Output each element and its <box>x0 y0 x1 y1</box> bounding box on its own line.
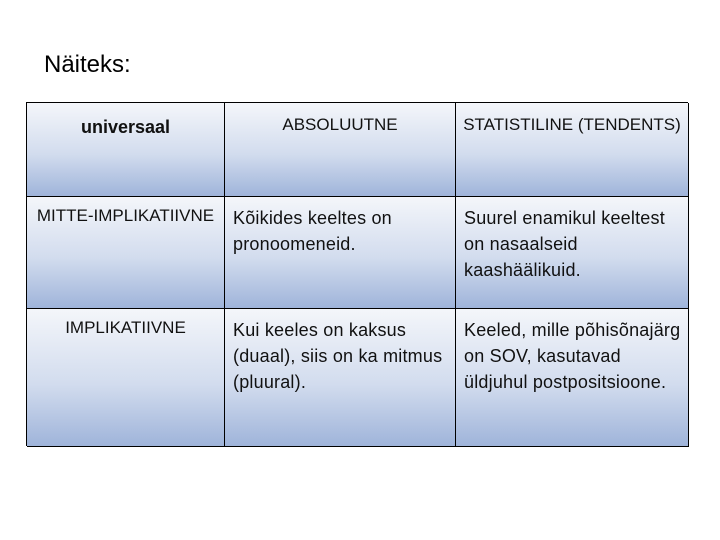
row-label-non-implicative: MITTE-IMPLIKATIIVNE <box>27 197 225 309</box>
header-cell-absolute: ABSOLUUTNE <box>225 103 456 197</box>
cell-non-implicative-absolute: Kõikides keeltes on pronoomeneid. <box>225 197 456 309</box>
cell-non-implicative-statistical: Suurel enamikul keeltest on nasaalseid kaashäälikuid. <box>456 197 689 309</box>
header-cell-statistical: STATISTILINE (TENDENTS) <box>456 103 689 197</box>
cell-implicative-absolute: Kui keeles on kaksus (duaal), siis on ka mitmus (pluural). <box>225 309 456 447</box>
header-cell-universal: universaal <box>27 103 225 197</box>
cell-implicative-statistical: Keeled, mille põhisõnajärg on SOV, kasutavad üldjuhul postpositsioone. <box>456 309 689 447</box>
universals-table <box>26 102 688 446</box>
slide-title: Näiteks: <box>44 51 131 78</box>
row-label-implicative: IMPLIKATIIVNE <box>27 309 225 447</box>
